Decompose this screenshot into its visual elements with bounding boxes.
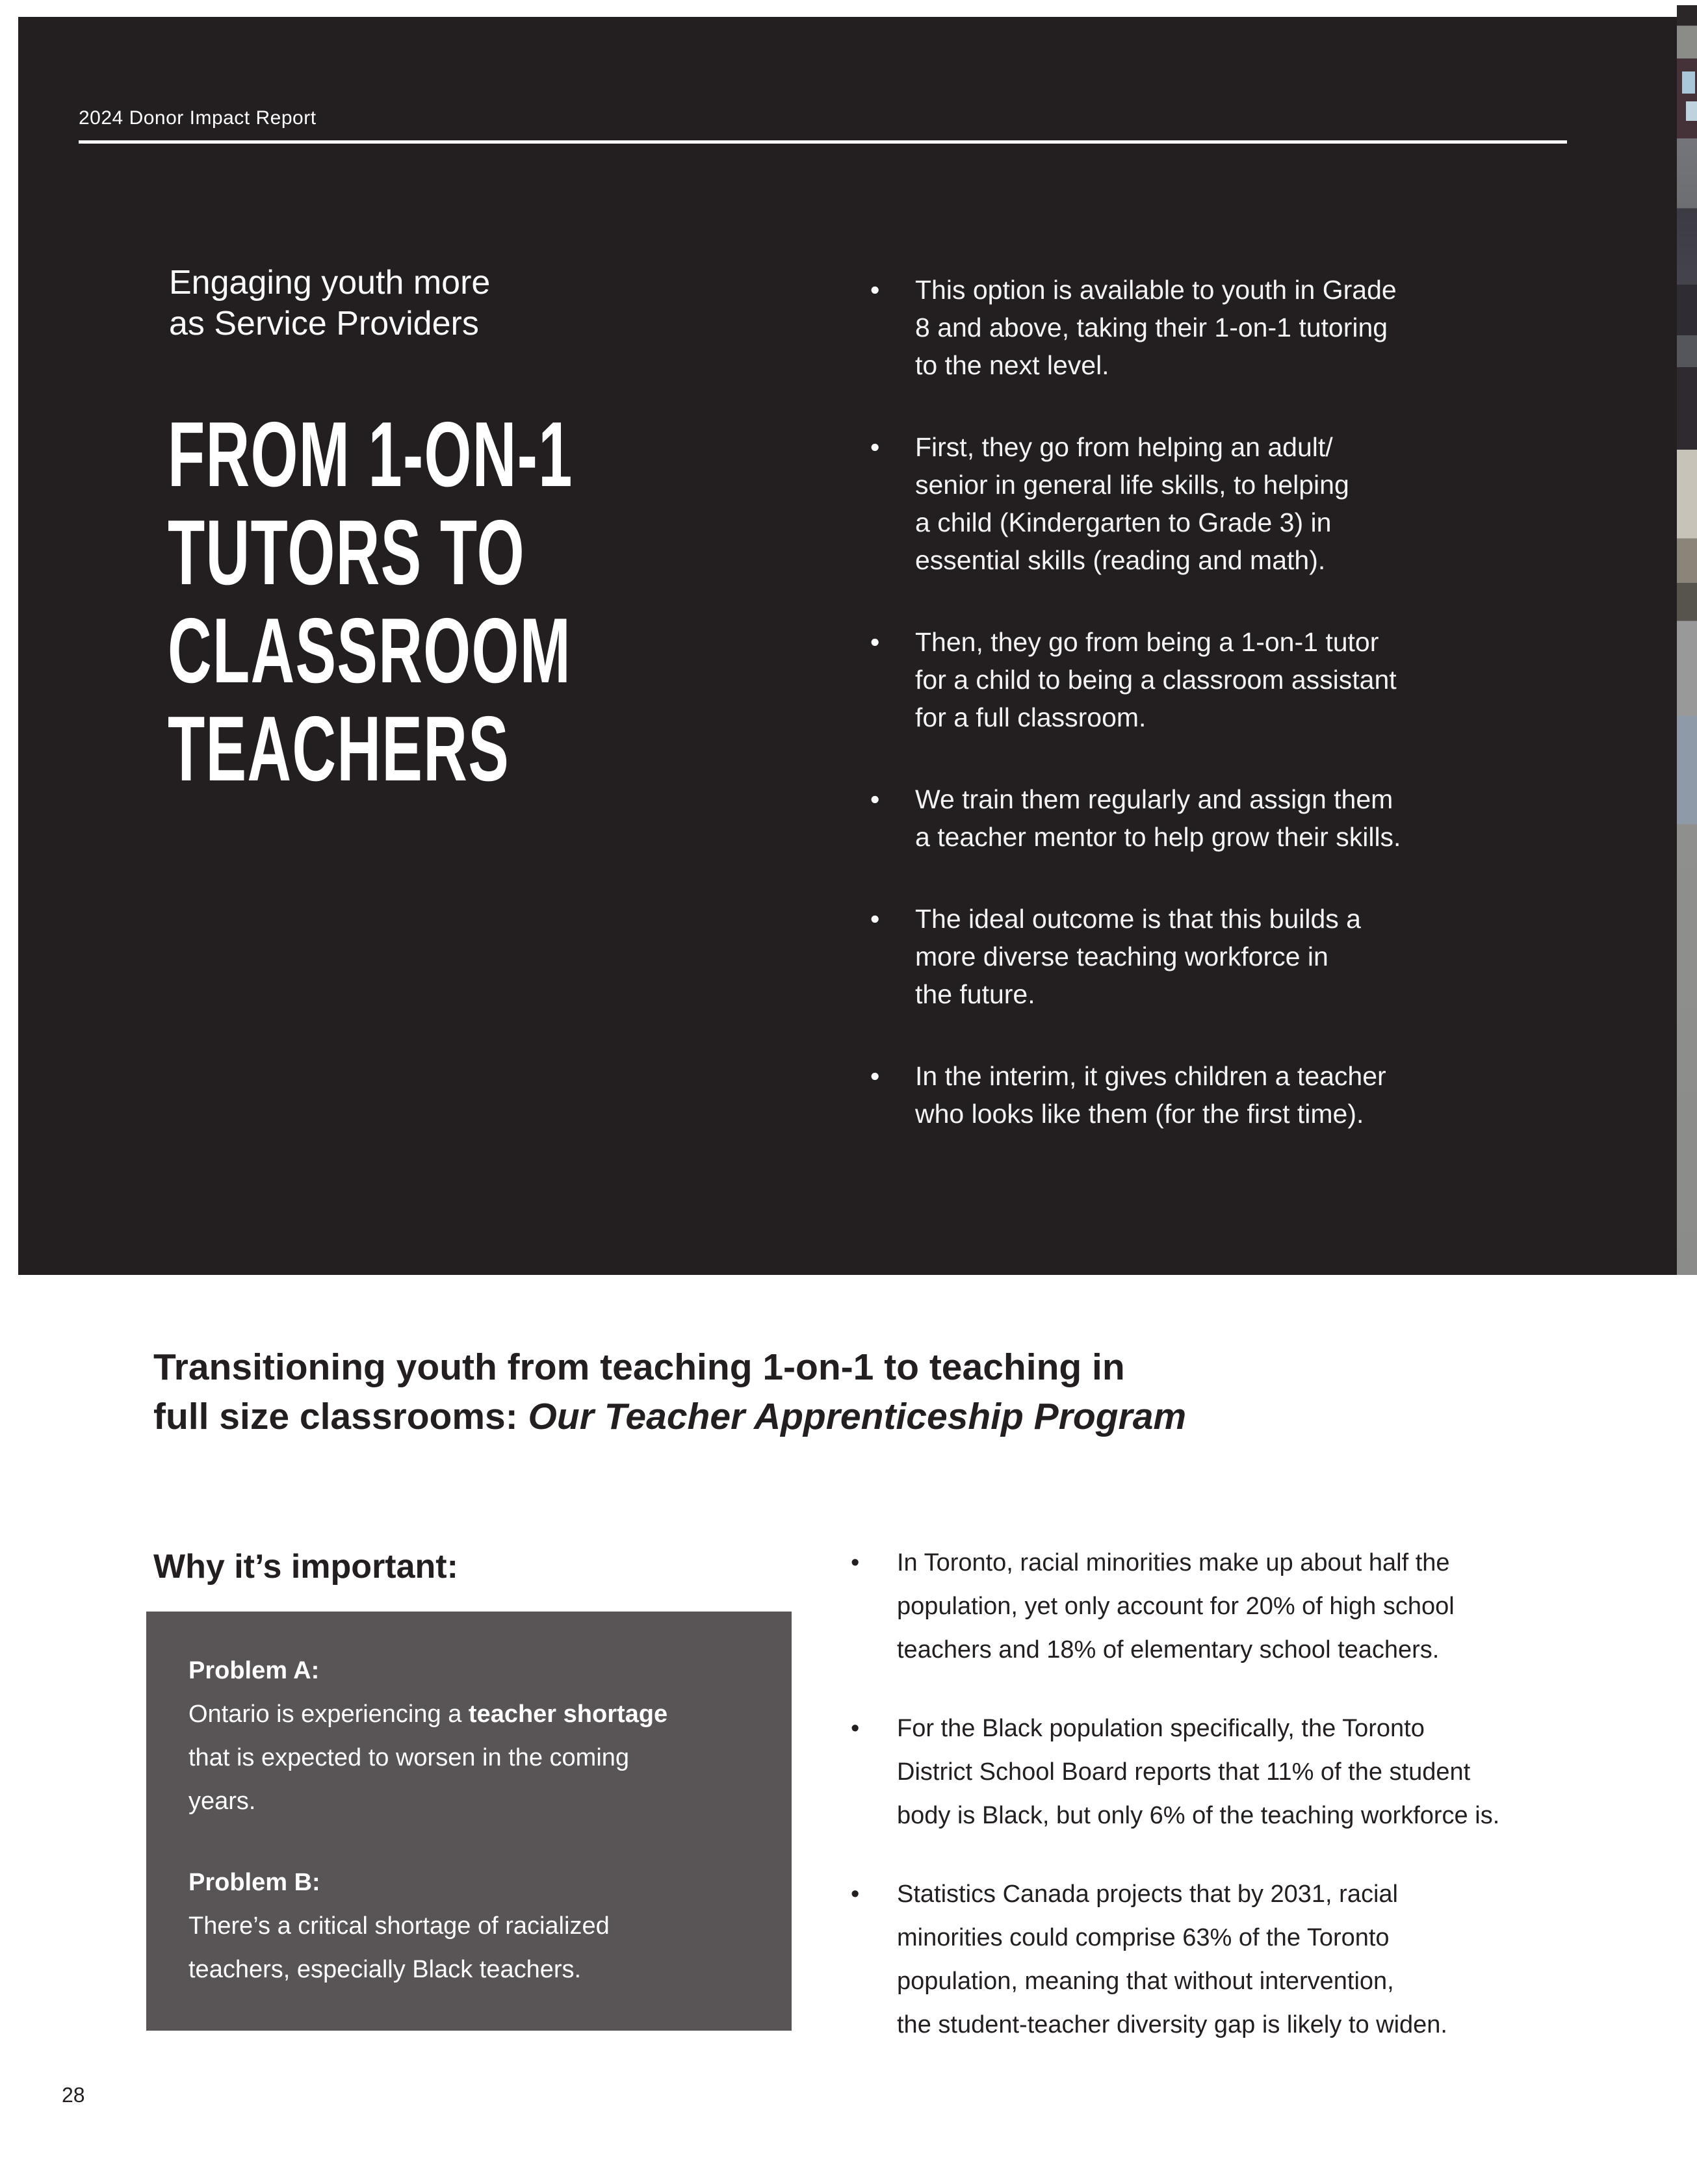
bullet-line: more diverse teaching workforce in — [915, 942, 1328, 971]
problem-b-line: teachers, especially Black teachers. — [188, 1956, 582, 1983]
kicker-line: Engaging youth more — [169, 264, 491, 302]
list-item — [848, 1541, 1615, 1672]
title-rule — [79, 140, 1567, 144]
page-title-line: TUTORS TO — [168, 501, 525, 604]
bullet-line: a teacher mentor to help grow their skills. — [915, 822, 1401, 852]
bullet-line: senior in general life skills, to helping — [915, 470, 1349, 500]
section-heading-text: full size classrooms: — [153, 1396, 528, 1437]
bullet-line: • Then, they go from being a 1-on-1 tutor — [915, 627, 1379, 657]
bullet-line: • For the Black population specifically, the Toronto — [897, 1715, 1425, 1742]
section-heading-line — [153, 1343, 1186, 1392]
problem-a-label: Problem A: — [188, 1657, 320, 1684]
report-title: 2024 Donor Impact Report — [79, 107, 317, 129]
problem-box — [146, 1612, 792, 2031]
list-item — [866, 1057, 1620, 1133]
bullet-line: who looks like them (for the first time). — [915, 1099, 1364, 1129]
bullet-line: • The ideal outcome is that this builds a — [915, 904, 1361, 934]
bullet-line: teachers and 18% of elementary school teachers. — [897, 1636, 1440, 1664]
bullet-line: the future. — [915, 979, 1035, 1009]
bullet-line: • In the interim, it gives children a teacher — [915, 1061, 1386, 1091]
bullet-line: minorities could comprise 63% of the Toronto — [897, 1924, 1390, 1951]
bullet-line: population, meaning that without intervention, — [897, 1968, 1394, 1995]
problem-a-line — [188, 1693, 753, 1736]
problem-b-line: There’s a critical shortage of racialized — [188, 1912, 610, 1940]
bullet-line: • We train them regularly and assign them — [915, 784, 1393, 814]
page-title-line: CLASSROOM — [168, 599, 572, 702]
bullet-line: for a full classroom. — [915, 702, 1146, 732]
bullet-line: 8 and above, taking their 1-on-1 tutoring — [915, 313, 1388, 342]
bullet-line: • This option is available to youth in Grade — [915, 275, 1397, 305]
problem-b-label: Problem B: — [188, 1869, 320, 1896]
bullet-line: population, yet only account for 20% of high school — [897, 1593, 1455, 1620]
bullet-line: body is Black, but only 6% of the teaching workforce is. — [897, 1802, 1500, 1829]
bullet-line: essential skills (reading and math). — [915, 545, 1326, 575]
bullet-line: • First, they go from helping an adult/ — [915, 432, 1333, 462]
edge-photo-sliver — [1677, 5, 1697, 1275]
bullet-line: • Statistics Canada projects that by 2031, racial — [897, 1881, 1398, 1908]
problem-a-text: Ontario is experiencing a — [188, 1701, 469, 1728]
bullet-line: • In Toronto, racial minorities make up about half the — [897, 1549, 1450, 1576]
problem-a-line: years. — [188, 1788, 256, 1815]
dark-hero-section — [18, 17, 1677, 1275]
list-item — [866, 428, 1620, 579]
why-important-heading: Why it’s important: — [153, 1548, 458, 1586]
section-heading-text: Transitioning youth from teaching 1-on-1 to teaching in — [153, 1346, 1125, 1388]
kicker — [169, 263, 490, 344]
bullet-line: a child (Kindergarten to Grade 3) in — [915, 507, 1332, 537]
statistics-bullet-list — [848, 1541, 1615, 2082]
page-title — [168, 403, 573, 801]
bullet-line: for a child to being a classroom assistant — [915, 665, 1397, 695]
hero-bullet-list — [866, 271, 1620, 1177]
page-title-line: TEACHERS — [168, 697, 510, 801]
list-item — [866, 271, 1620, 384]
list-item — [866, 623, 1620, 736]
page-title-line: FROM 1-ON-1 — [168, 403, 573, 506]
bullet-line: District School Board reports that 11% of the student — [897, 1758, 1471, 1786]
list-item — [866, 780, 1620, 856]
list-item — [848, 1873, 1615, 2047]
bullet-line: to the next level. — [915, 350, 1109, 380]
list-item — [848, 1707, 1615, 1838]
edge-photo-detail — [1682, 71, 1695, 94]
section-heading-program-name: Our Teacher Apprenticeship Program — [528, 1396, 1187, 1437]
page-number: 28 — [62, 2083, 85, 2107]
bullet-line: the student-teacher diversity gap is likely to widen. — [897, 2011, 1447, 2038]
problem-a-line: that is expected to worsen in the coming — [188, 1744, 630, 1771]
edge-photo-detail — [1686, 101, 1697, 121]
problem-a-bold-text: teacher shortage — [468, 1701, 668, 1728]
section-heading — [153, 1343, 1186, 1441]
list-item — [866, 900, 1620, 1013]
kicker-line: as Service Providers — [169, 305, 479, 342]
section-heading-line — [153, 1392, 1186, 1441]
